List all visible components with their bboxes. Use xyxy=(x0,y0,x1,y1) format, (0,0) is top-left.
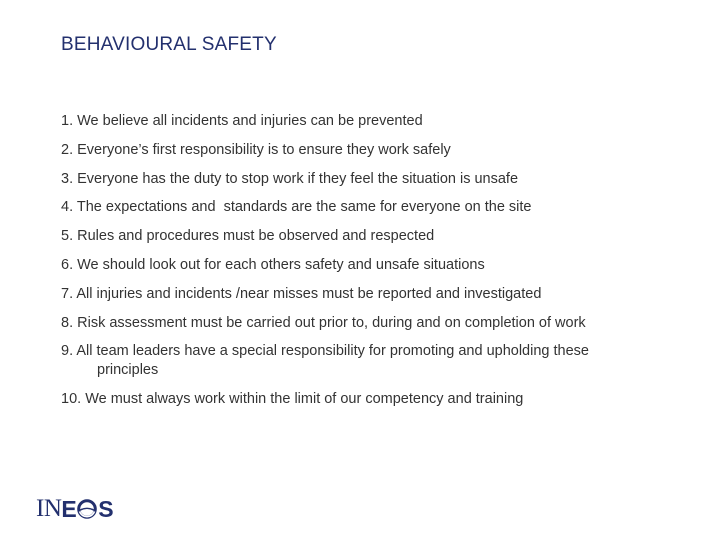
item-text: All team leaders have a special responsibility for promoting and upholding these xyxy=(76,343,589,360)
item-number: 1. xyxy=(61,113,74,129)
item-number: 4. xyxy=(61,199,74,216)
item-number: 7. xyxy=(61,285,74,302)
list-item xyxy=(61,112,681,131)
list-item xyxy=(61,314,681,333)
item-text: We should look out for each others safety and unsafe situations xyxy=(77,256,485,273)
item-number: 9. xyxy=(61,343,74,360)
item-number: 10. xyxy=(61,391,82,408)
item-text-continuation: principles xyxy=(97,362,159,379)
list-item xyxy=(61,170,681,189)
ineos-logo xyxy=(36,496,113,522)
item-text: Risk assessment must be carried out prior to, during and on completion of work xyxy=(77,314,586,331)
item-text: We believe all incidents and injuries can be prevented xyxy=(77,113,423,129)
item-text: Everyone’s first responsibility is to ensure they work safely xyxy=(77,141,451,158)
item-text: All injuries and incidents /near misses must be reported and investigated xyxy=(76,285,542,302)
logo-text-in: IN xyxy=(36,495,62,522)
item-number: 5. xyxy=(61,228,74,245)
item-text: Rules and procedures must be observed and respected xyxy=(77,228,435,245)
list-item xyxy=(61,198,681,217)
logo-text-s: S xyxy=(98,496,114,522)
list-item xyxy=(61,141,681,160)
list-item xyxy=(61,256,681,275)
logo-o-icon xyxy=(77,498,97,520)
principles-list xyxy=(61,112,681,419)
item-text: Everyone has the duty to stop work if they feel the situation is unsafe xyxy=(77,170,519,187)
list-item xyxy=(61,342,681,380)
item-text: We must always work within the limit of our competency and training xyxy=(85,391,524,408)
item-number: 2. xyxy=(61,141,74,158)
list-item xyxy=(61,285,681,304)
item-number: 8. xyxy=(61,314,74,331)
logo-text-e: E xyxy=(61,496,77,522)
item-text: The expectations and standards are the same for everyone on the site xyxy=(76,199,532,216)
list-item xyxy=(61,227,681,246)
list-item xyxy=(61,390,681,409)
item-number: 6. xyxy=(61,256,74,273)
item-number: 3. xyxy=(61,170,74,187)
slide-title: BEHAVIOURAL SAFETY xyxy=(61,34,277,55)
